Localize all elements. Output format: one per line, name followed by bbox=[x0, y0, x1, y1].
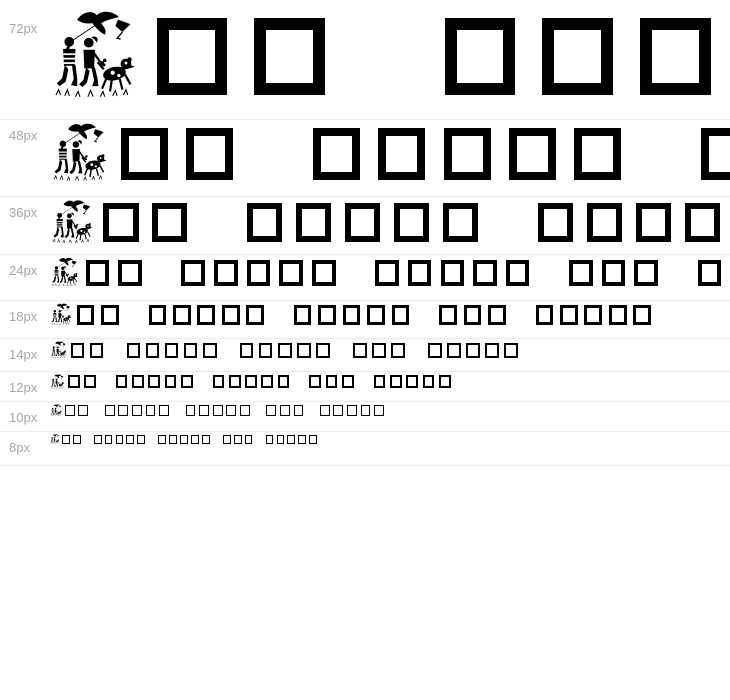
word-space bbox=[271, 324, 294, 325]
notdef-box-glyph bbox=[312, 260, 336, 286]
notdef-box-glyph bbox=[180, 435, 188, 444]
word-space bbox=[667, 285, 698, 286]
notdef-box-glyph bbox=[280, 405, 290, 416]
notdef-box-glyph bbox=[101, 305, 119, 324]
notdef-box-glyph bbox=[439, 305, 457, 324]
word-space bbox=[492, 241, 538, 242]
notdef-box-glyph bbox=[165, 343, 179, 358]
waterfall-row bbox=[0, 255, 730, 301]
notdef-box-glyph bbox=[165, 375, 177, 388]
notdef-box-glyph bbox=[121, 128, 168, 180]
notdef-box-glyph bbox=[294, 305, 312, 324]
word-space bbox=[151, 285, 182, 286]
notdef-box-glyph bbox=[118, 260, 142, 286]
notdef-box-glyph bbox=[132, 375, 144, 388]
notdef-box-glyph bbox=[65, 405, 75, 416]
word-space bbox=[639, 179, 700, 180]
row-size-label: 24px bbox=[9, 263, 38, 278]
row-size-label: 36px bbox=[9, 205, 38, 220]
notdef-box-glyph bbox=[441, 260, 465, 286]
waterfall-row bbox=[0, 402, 730, 432]
notdef-box-glyph bbox=[94, 435, 102, 444]
waterfall-row bbox=[0, 339, 730, 372]
notdef-box-glyph bbox=[538, 203, 573, 242]
dingbat-glyph bbox=[50, 122, 108, 196]
dingbat-glyph bbox=[50, 374, 64, 393]
notdef-box-glyph bbox=[86, 260, 110, 286]
font-sample bbox=[50, 301, 730, 331]
notdef-box-glyph bbox=[202, 435, 210, 444]
notdef-box-glyph bbox=[259, 343, 273, 358]
word-space bbox=[92, 415, 105, 416]
notdef-box-glyph bbox=[375, 260, 399, 286]
notdef-box-glyph bbox=[213, 375, 225, 388]
notdef-box-glyph bbox=[392, 305, 410, 324]
font-sample bbox=[50, 197, 730, 254]
notdef-box-glyph bbox=[266, 435, 274, 444]
notdef-box-glyph bbox=[247, 260, 271, 286]
word-space bbox=[345, 285, 376, 286]
notdef-box-glyph bbox=[326, 375, 338, 388]
notdef-box-glyph bbox=[506, 260, 530, 286]
word-space bbox=[109, 357, 127, 358]
notdef-box-glyph bbox=[240, 405, 250, 416]
notdef-box-glyph bbox=[318, 305, 336, 324]
notdef-box-glyph bbox=[159, 405, 169, 416]
notdef-box-glyph bbox=[157, 18, 228, 96]
notdef-box-glyph bbox=[374, 405, 384, 416]
row-size-label: 18px bbox=[9, 309, 38, 324]
notdef-box-glyph bbox=[173, 305, 191, 324]
notdef-box-glyph bbox=[181, 260, 205, 286]
notdef-box-glyph bbox=[298, 435, 306, 444]
notdef-box-glyph bbox=[320, 405, 330, 416]
notdef-box-glyph bbox=[485, 343, 499, 358]
notdef-box-glyph bbox=[443, 203, 478, 242]
notdef-box-glyph bbox=[278, 343, 292, 358]
notdef-box-glyph bbox=[633, 305, 651, 324]
notdef-box-glyph bbox=[146, 343, 160, 358]
notdef-box-glyph bbox=[542, 18, 613, 96]
word-space bbox=[307, 415, 320, 416]
notdef-box-glyph bbox=[184, 343, 198, 358]
notdef-box-glyph bbox=[685, 203, 720, 242]
notdef-box-glyph bbox=[126, 435, 134, 444]
dingbat-glyph bbox=[50, 199, 93, 254]
word-space bbox=[252, 179, 313, 180]
notdef-box-glyph bbox=[158, 435, 166, 444]
notdef-box-glyph bbox=[313, 128, 360, 180]
notdef-box-glyph bbox=[569, 260, 593, 286]
notdef-box-glyph bbox=[390, 375, 402, 388]
notdef-box-glyph bbox=[191, 435, 199, 444]
notdef-box-glyph bbox=[266, 405, 276, 416]
notdef-box-glyph bbox=[488, 305, 506, 324]
notdef-box-glyph bbox=[116, 375, 128, 388]
notdef-box-glyph bbox=[149, 305, 167, 324]
notdef-box-glyph bbox=[222, 305, 240, 324]
word-space bbox=[255, 443, 265, 444]
notdef-box-glyph bbox=[353, 343, 367, 358]
notdef-box-glyph bbox=[214, 260, 238, 286]
notdef-box-glyph bbox=[169, 435, 177, 444]
notdef-box-glyph bbox=[574, 128, 621, 180]
notdef-box-glyph bbox=[116, 435, 124, 444]
notdef-box-glyph bbox=[118, 405, 128, 416]
notdef-box-glyph bbox=[246, 305, 264, 324]
notdef-box-glyph bbox=[343, 305, 361, 324]
notdef-box-glyph bbox=[309, 375, 321, 388]
notdef-box-glyph bbox=[234, 435, 242, 444]
word-space bbox=[335, 357, 353, 358]
notdef-box-glyph bbox=[634, 260, 658, 286]
word-space bbox=[197, 387, 212, 388]
notdef-box-glyph bbox=[90, 343, 104, 358]
notdef-box-glyph bbox=[105, 435, 113, 444]
notdef-box-glyph bbox=[197, 305, 215, 324]
notdef-box-glyph bbox=[609, 305, 627, 324]
notdef-box-glyph bbox=[148, 375, 160, 388]
notdef-box-glyph bbox=[223, 435, 231, 444]
notdef-box-glyph bbox=[423, 375, 435, 388]
notdef-box-glyph bbox=[536, 305, 554, 324]
notdef-box-glyph bbox=[439, 375, 451, 388]
notdef-box-glyph bbox=[203, 343, 217, 358]
notdef-box-glyph bbox=[342, 375, 354, 388]
waterfall-row bbox=[0, 432, 730, 466]
notdef-box-glyph bbox=[226, 405, 236, 416]
notdef-box-glyph bbox=[428, 343, 442, 358]
notdef-box-glyph bbox=[261, 375, 273, 388]
word-space bbox=[294, 387, 309, 388]
dingbat-glyph bbox=[50, 9, 136, 119]
notdef-box-glyph bbox=[374, 375, 386, 388]
font-sample bbox=[50, 372, 730, 393]
notdef-box-glyph bbox=[372, 343, 386, 358]
notdef-box-glyph bbox=[245, 375, 257, 388]
font-sample bbox=[50, 402, 730, 420]
waterfall-row bbox=[0, 197, 730, 255]
row-size-label: 10px bbox=[9, 410, 38, 425]
notdef-box-glyph bbox=[105, 405, 115, 416]
notdef-box-glyph bbox=[447, 343, 461, 358]
word-space bbox=[254, 415, 267, 416]
notdef-box-glyph bbox=[181, 375, 193, 388]
notdef-box-glyph bbox=[297, 343, 311, 358]
notdef-box-glyph bbox=[77, 305, 95, 324]
notdef-box-glyph bbox=[278, 375, 290, 388]
notdef-box-glyph bbox=[287, 435, 295, 444]
notdef-box-glyph bbox=[296, 203, 331, 242]
word-space bbox=[100, 387, 115, 388]
notdef-box-glyph bbox=[279, 260, 303, 286]
word-space bbox=[126, 324, 149, 325]
notdef-box-glyph bbox=[509, 128, 556, 180]
font-sample bbox=[50, 120, 730, 196]
notdef-box-glyph bbox=[406, 375, 418, 388]
font-sample bbox=[50, 255, 730, 294]
row-size-label: 8px bbox=[9, 440, 30, 455]
notdef-box-glyph bbox=[640, 18, 711, 96]
word-space bbox=[513, 324, 536, 325]
notdef-box-glyph bbox=[78, 405, 88, 416]
notdef-box-glyph bbox=[378, 128, 425, 180]
notdef-box-glyph bbox=[186, 128, 233, 180]
word-space bbox=[173, 415, 186, 416]
word-space bbox=[416, 324, 439, 325]
word-space bbox=[201, 241, 247, 242]
dingbat-glyph bbox=[50, 404, 62, 420]
notdef-box-glyph bbox=[347, 405, 357, 416]
dingbat-glyph bbox=[50, 257, 79, 294]
notdef-box-glyph bbox=[391, 343, 405, 358]
waterfall-row bbox=[0, 120, 730, 197]
font-sample bbox=[50, 339, 730, 362]
notdef-box-glyph bbox=[213, 405, 223, 416]
dingbat-glyph bbox=[50, 434, 60, 447]
word-space bbox=[410, 357, 428, 358]
notdef-box-glyph bbox=[152, 203, 187, 242]
notdef-box-glyph bbox=[636, 203, 671, 242]
notdef-box-glyph bbox=[186, 405, 196, 416]
notdef-box-glyph bbox=[445, 18, 516, 96]
notdef-box-glyph bbox=[316, 343, 330, 358]
notdef-box-glyph bbox=[444, 128, 491, 180]
row-size-label: 14px bbox=[9, 347, 38, 362]
notdef-box-glyph bbox=[245, 435, 253, 444]
waterfall-row bbox=[0, 301, 730, 339]
notdef-box-glyph bbox=[602, 260, 626, 286]
dingbat-glyph bbox=[50, 303, 72, 331]
waterfall-row bbox=[0, 372, 730, 402]
notdef-box-glyph bbox=[394, 203, 429, 242]
notdef-box-glyph bbox=[103, 203, 138, 242]
notdef-box-glyph bbox=[408, 260, 432, 286]
notdef-box-glyph bbox=[84, 375, 96, 388]
notdef-box-glyph bbox=[137, 435, 145, 444]
notdef-box-glyph bbox=[701, 128, 730, 180]
notdef-box-glyph bbox=[333, 405, 343, 416]
word-space bbox=[222, 357, 240, 358]
notdef-box-glyph bbox=[473, 260, 497, 286]
notdef-box-glyph bbox=[240, 343, 254, 358]
notdef-box-glyph bbox=[361, 405, 371, 416]
word-space bbox=[538, 285, 569, 286]
notdef-box-glyph bbox=[229, 375, 241, 388]
waterfall-row bbox=[0, 0, 730, 120]
word-space bbox=[148, 443, 158, 444]
notdef-box-glyph bbox=[309, 435, 317, 444]
notdef-box-glyph bbox=[587, 203, 622, 242]
notdef-box-glyph bbox=[466, 343, 480, 358]
notdef-box-glyph bbox=[464, 305, 482, 324]
notdef-box-glyph bbox=[254, 18, 325, 96]
dingbat-glyph bbox=[50, 341, 67, 362]
notdef-box-glyph bbox=[698, 260, 722, 286]
word-space bbox=[213, 443, 223, 444]
word-space bbox=[84, 443, 94, 444]
notdef-box-glyph bbox=[199, 405, 209, 416]
notdef-box-glyph bbox=[68, 375, 80, 388]
row-size-label: 72px bbox=[9, 21, 38, 36]
row-size-label: 48px bbox=[9, 128, 38, 143]
row-size-label: 12px bbox=[9, 380, 38, 395]
word-space bbox=[352, 94, 444, 95]
notdef-box-glyph bbox=[277, 435, 285, 444]
notdef-box-glyph bbox=[73, 435, 81, 444]
notdef-box-glyph bbox=[62, 435, 70, 444]
font-sample bbox=[50, 432, 730, 447]
word-space bbox=[358, 387, 373, 388]
notdef-box-glyph bbox=[127, 343, 141, 358]
notdef-box-glyph bbox=[504, 343, 518, 358]
font-sample bbox=[50, 0, 730, 119]
notdef-box-glyph bbox=[584, 305, 602, 324]
notdef-box-glyph bbox=[146, 405, 156, 416]
notdef-box-glyph bbox=[132, 405, 142, 416]
notdef-box-glyph bbox=[367, 305, 385, 324]
notdef-box-glyph bbox=[71, 343, 85, 358]
notdef-box-glyph bbox=[294, 405, 304, 416]
notdef-box-glyph bbox=[247, 203, 282, 242]
notdef-box-glyph bbox=[560, 305, 578, 324]
notdef-box-glyph bbox=[345, 203, 380, 242]
